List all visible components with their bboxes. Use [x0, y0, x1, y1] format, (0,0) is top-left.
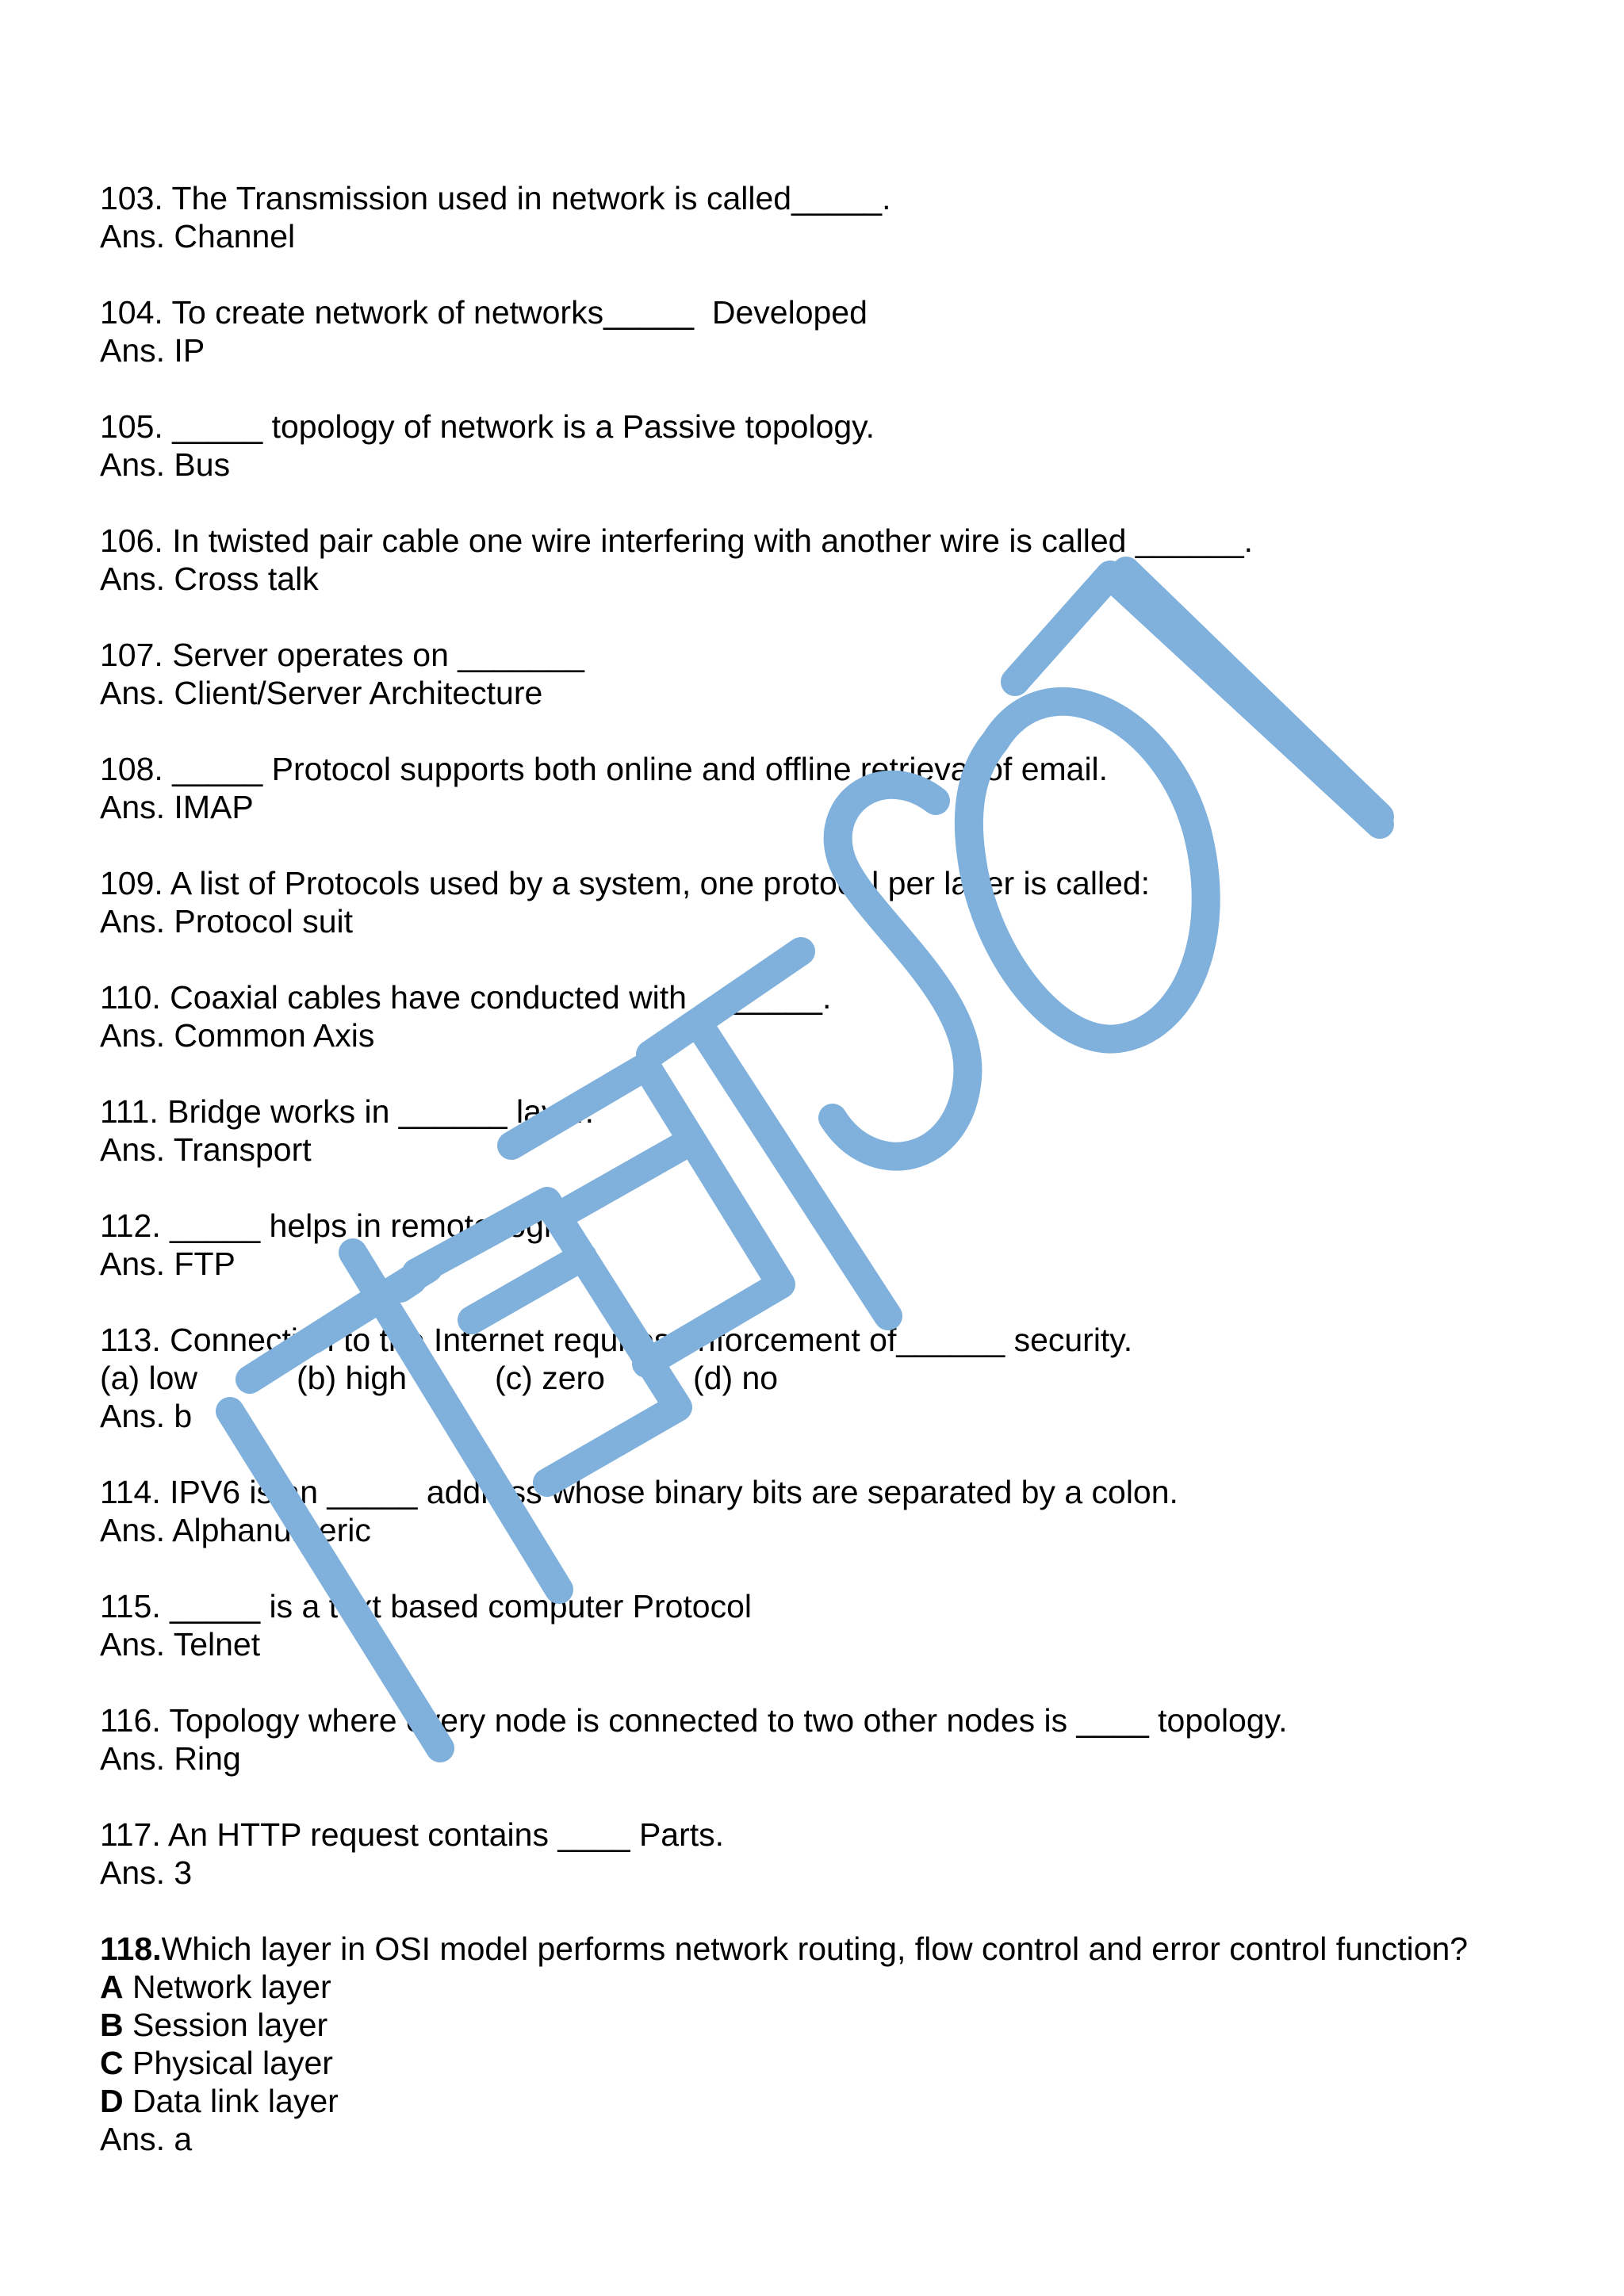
- question-text: 107. Server operates on _______: [100, 637, 584, 673]
- answer-text: Ans. IP: [100, 332, 205, 369]
- answer-text: Ans. Protocol suit: [100, 903, 354, 939]
- question-text: 105. _____ topology of network is a Passive topology.: [100, 408, 875, 445]
- question-text: 115. _____ is a text based computer Protocol: [100, 1588, 753, 1624]
- question-text: 109. A list of Protocols used by a system, one protocol per layer is called:: [100, 865, 1151, 901]
- question-text: 117. An HTTP request contains ____ Parts.: [100, 1816, 725, 1853]
- question-107: [100, 636, 1575, 712]
- question-text: 110. Coaxial cables have conducted with _______.: [100, 979, 832, 1016]
- question-112: [100, 1207, 1575, 1283]
- answer-text: Ans. Transport: [100, 1131, 312, 1168]
- option-text: Session layer: [123, 2007, 328, 2043]
- question-text: [100, 1930, 1575, 1968]
- question-111: [100, 1093, 1575, 1169]
- question-108: [100, 750, 1575, 826]
- question-text: 116. Topology where every node is connected to two other nodes is ____ topology.: [100, 1702, 1288, 1739]
- question-text: 106. In twisted pair cable one wire interfering with another wire is called ______.: [100, 522, 1254, 559]
- question-110: [100, 978, 1575, 1054]
- option-a: [100, 1968, 1575, 2006]
- answer-text: Ans. b: [100, 1398, 193, 1434]
- answer-text: Ans. Ring: [100, 1740, 241, 1777]
- question-text: 113. Connection to the Internet requires enforcement of______ security.: [100, 1322, 1133, 1358]
- answer-text: Ans. Alphanumeric: [100, 1512, 371, 1548]
- option-letter: D: [100, 2083, 124, 2119]
- question-list: [100, 179, 1575, 2196]
- question-text: 104. To create network of networks_____ Developed: [100, 294, 868, 331]
- option-d: [100, 2082, 1575, 2120]
- question-text: 112. _____ helps in remote login.: [100, 1207, 579, 1244]
- question-117: [100, 1816, 1575, 1892]
- option-b: (b) high: [297, 1360, 408, 1396]
- option-letter: A: [100, 1969, 124, 2005]
- option-text: Network layer: [123, 1969, 331, 2005]
- question-109: [100, 864, 1575, 940]
- question-number: 118.: [100, 1931, 162, 1967]
- question-104: [100, 293, 1575, 369]
- option-letter: B: [100, 2007, 124, 2043]
- option-text: Physical layer: [123, 2045, 333, 2081]
- option-a: (a) low: [100, 1360, 198, 1396]
- option-d: (d) no: [693, 1360, 779, 1396]
- question-114: [100, 1473, 1575, 1549]
- answer-text: Ans. IMAP: [100, 789, 254, 825]
- answer-text: Ans. Common Axis: [100, 1017, 375, 1054]
- question-body: Which layer in OSI model performs network routing, flow control and error control function?: [161, 1931, 1469, 1967]
- answer-text: Ans. FTP: [100, 1246, 236, 1282]
- answer-text: Ans. a: [100, 2121, 193, 2157]
- option-b: [100, 2006, 1575, 2044]
- question-text: 111. Bridge works in ______ layer.: [100, 1093, 594, 1130]
- question-116: [100, 1701, 1575, 1777]
- option-row: [100, 1359, 1575, 1397]
- option-letter: C: [100, 2045, 124, 2081]
- question-115: [100, 1587, 1575, 1663]
- question-113: [100, 1321, 1575, 1435]
- answer-text: Ans. Client/Server Architecture: [100, 675, 543, 711]
- question-118: [100, 1930, 1575, 2158]
- option-text: Data link layer: [123, 2083, 339, 2119]
- answer-text: Ans. Cross talk: [100, 561, 319, 597]
- option-c: [100, 2044, 1575, 2082]
- question-105: [100, 408, 1575, 484]
- question-text: 114. IPV6 is an _____ address whose binary bits are separated by a colon.: [100, 1474, 1178, 1510]
- answer-text: Ans. Bus: [100, 446, 231, 483]
- answer-text: Ans. Channel: [100, 218, 296, 254]
- question-text: 103. The Transmission used in network is called_____.: [100, 180, 891, 216]
- option-c: (c) zero: [495, 1360, 605, 1396]
- answer-text: Ans. Telnet: [100, 1626, 261, 1663]
- question-103: [100, 179, 1575, 255]
- question-106: [100, 522, 1575, 598]
- answer-text: Ans. 3: [100, 1854, 193, 1891]
- question-text: 108. _____ Protocol supports both online and offline retrieval of email.: [100, 751, 1109, 787]
